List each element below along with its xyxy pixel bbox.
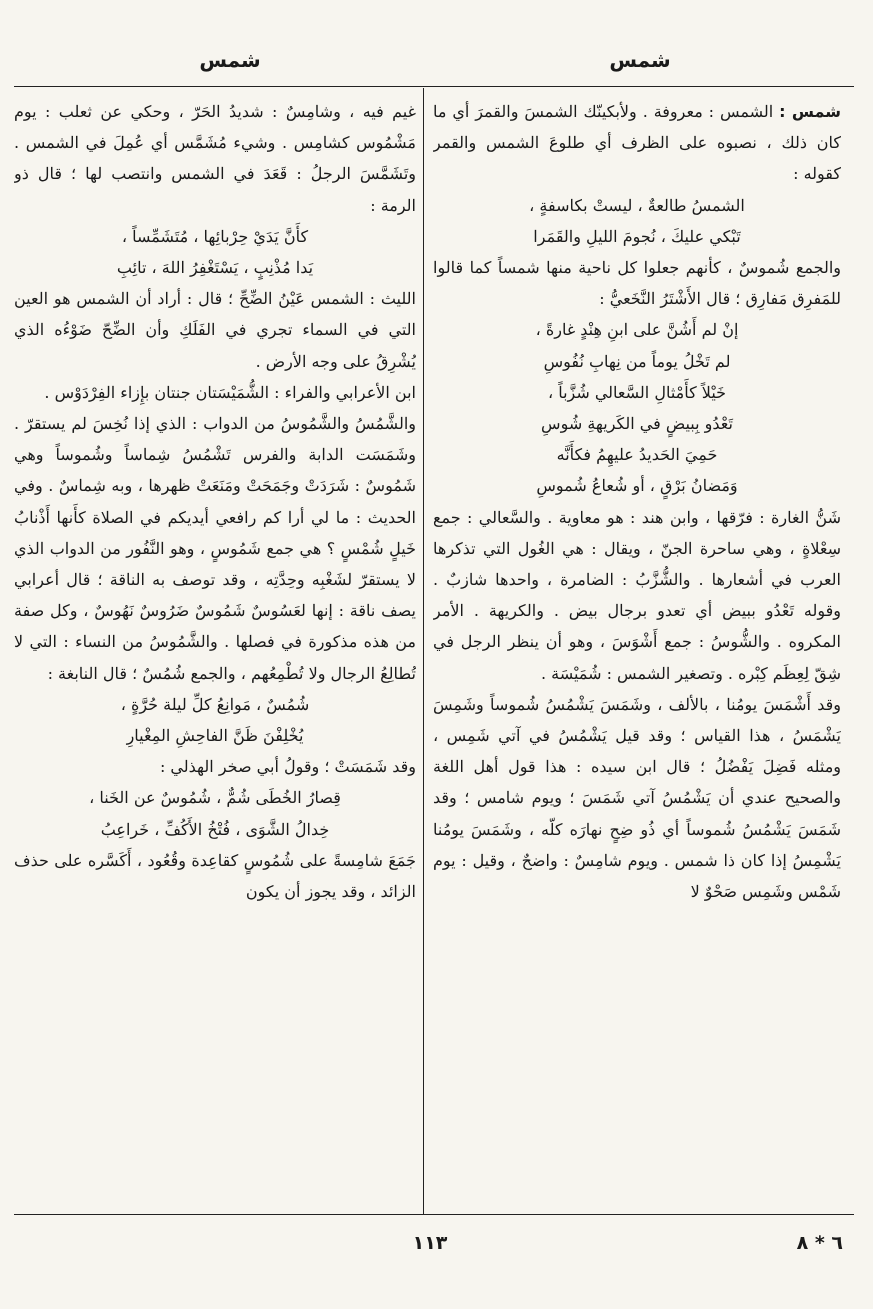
right-column bbox=[433, 96, 841, 1206]
paragraph: والجمع شُموسٌ ، كأنهم جعلوا كل ناحية منها شمساً كما قالوا للمَفرِق مَفارِق ؛ قال الأَشْتَرُ النَّخَعيُّ : bbox=[433, 258, 841, 309]
paragraph: وقد أَشْمَسَ يومُنا ، بالألف ، وشَمَسَ يَشْمُسُ شُموساً وشَمِسَ يَشْمَسُ ، هذا القياس ؛ وقد قيل يَشْمُسُ في آتي شَمِس ، ومثله فَضِلَ يَفْضُلُ ؛ قال ابن سيده : هذا قول أهل اللغة والصحيح عندي أن يَشْمُسُ آتي شَمَسَ ؛ ويوم شامس ؛ وقد شَمَسَ يَشْمُسُ شُموساً أي ذُو ضِحٍ نهارَه كلّه ، وشَمَسَ يومُنا يَشْمِسُ إذا كان ذا شمس . ويوم شامِسٌ : واضحٌ ، وقيل : يوم شَمْس وشَمِس صَحْوٌ لا bbox=[433, 694, 841, 902]
verse-line: حَمِيَ الحَديدُ عليهِمُ فكأَنَّه bbox=[556, 445, 718, 465]
verse-line: خِدالُ الشَّوَى ، فُتْخُ الأَكُفِّ ، خَراعِبُ bbox=[100, 819, 330, 839]
top-rule bbox=[14, 86, 854, 87]
paragraph: الليث : الشمس عَيْنُ الضِّحِّ ؛ قال : أراد أن الشمس هو العين التي في السماء تجري في الفَلَكِ وأن الضِّحّ ضَوْءُه الذي يُشْرِقُ على وجه الأرض . bbox=[14, 289, 416, 371]
verse-line: تَبْكي عليكَ ، نُجومَ الليلِ والقَمَرا bbox=[533, 226, 741, 246]
running-head-left: شمس bbox=[199, 48, 261, 72]
verse-line: يُخْلِفْنَ ظَنَّ الفاحِشِ المِغْيارِ bbox=[126, 726, 304, 746]
verse-line: خَيْلاً كأَمْثالِ السَّعالي شُزَّباً ، bbox=[547, 382, 727, 402]
column-separator bbox=[423, 88, 424, 1214]
paragraph: غيم فيه ، وشامِسٌ : شديدُ الحَرّ ، وحكي عن ثعلب : يوم مَشْمُوس كشامِس . وشيء مُشَمَّس أي عُمِلَ في الشمس . وتَشَمَّسَ الرجلُ : قَعَدَ في الشمس وانتصب لها ؛ قال ذو الرمة : bbox=[14, 102, 416, 215]
verse-line: لم تَخْلُ يوماً من نِهابِ نُفُوسِ bbox=[543, 351, 731, 371]
running-head-right: شمس bbox=[609, 48, 671, 72]
paragraph: ابن الأعرابي والفراء : الشُّمَيْسَتان جنتان بإِزاء الفِرْدَوْس . bbox=[44, 382, 416, 402]
verse-line: شُمُسٌ ، مَوانِعُ كلِّ ليلة حُرَّةٍ ، bbox=[120, 694, 310, 714]
paragraph: شَنُّ الغارة : فرّقها ، وابن هند : هو معاوية . والسَّعالي : جمع سِعْلاةٍ ، وهي ساحرة الجنّ ، ويقال : هي الغُول التي تذكرها العرب في أشعارها . والشُّزَّبُ : الضامرة ، واحدها شازبٌ . وقوله تَعْدُو ببيض أي تعدو برجال بيض . والكريهة . الأمر المكروه . والشُّوسُ : جمع أَشْوَسَ ، وهو أن ينظر الرجل في شِقّ لِعِظَم كِبْره . وتصغير الشمس : شُمَيْسَة . bbox=[433, 507, 841, 683]
verse-line: إنْ لم أَشُنَّ على ابنِ هِنْدٍ غارةً ، bbox=[535, 320, 739, 340]
paragraph: والشَّمُسُ والشَّمُوسُ من الدواب : الذي إذا نُخِسَ لم يستقرّ . وشَمَسَت الدابة والفرس تَشْمُسُ شِماساً وشُموساً وهي شَمُوسٌ : شَرَدَتْ وجَمَحَتْ ومَنَعَتْ ظهرها ، وبه شِماسٌ . وفي الحديث : ما لي أرا كم رافعي أيديكم في الصلاة كأَنها أَذْنابُ خَيلٍ شُمْسٍ ؟ هي جمع شَمُوسٍ ، وهو النَّفُور من الدواب الذي لا يستقرّ لشَغْبِه وحِدَّتِه ، وقد توصف به الناقة ؛ قال أعرابي يصف ناقة : إنها لعَسُوسٌ شَمُوسٌ ضَرُوسٌ نَهُوسٌ ، وكل صفة من هذه مذكورة في فصلها . والشَّمُوسُ من النساء : التي لا تُطالِعُ الرجال ولا تُطْمِعُهم ، والجمع شُمُسٌ ؛ قال النابغة : bbox=[14, 414, 416, 683]
verse-line: تَعْدُو بِبيضٍ في الكَريهةِ شُوسِ bbox=[541, 414, 733, 434]
paragraph bbox=[433, 96, 841, 190]
paragraph: جَمَعَ شامِسةً على شُمُوسٍ كقاعِدة وقُعُود ، أَكَسَّره على حذف الزائد ، وقد يجوز أن يكون bbox=[14, 850, 416, 902]
verse-line: الشمسُ طالعةٌ ، ليستْ بكاسفةٍ ، bbox=[529, 195, 745, 215]
entry-headword: شمس : bbox=[779, 102, 841, 121]
page-number: ١١٣ bbox=[412, 1232, 448, 1254]
verse-line: قِصارُ الخُطَى شُمٌّ ، شُمُوسٌ عن الخَنا ، bbox=[89, 788, 341, 808]
verse-line: يَدا مُذْنِبٍ ، يَسْتَغْفِرُ اللهَ ، تائِبِ bbox=[116, 258, 314, 278]
bottom-rule bbox=[14, 1214, 854, 1215]
paragraph-text: الشمس : معروفة . ولأبكينّك الشمسَ والقمرَ أي ما كان ذلك ، نصبوه على الظرف أي طلوعَ الشمس والقمر كقوله : bbox=[433, 102, 841, 184]
verse-line: وَمَضانُ بَرْقٍ ، أو شُعاعُ شُموسِ bbox=[536, 476, 738, 496]
paragraph: وقد شَمَسَتْ ؛ وقولُ أبي صخر الهذلي : bbox=[159, 757, 416, 777]
left-column bbox=[14, 96, 416, 1206]
verse-line: كأَنَّ يَدَيْ حِرْبائِها ، مُتَشَمِّساً ، bbox=[121, 226, 309, 246]
signature-mark: ٦ * ٨ bbox=[796, 1232, 843, 1254]
